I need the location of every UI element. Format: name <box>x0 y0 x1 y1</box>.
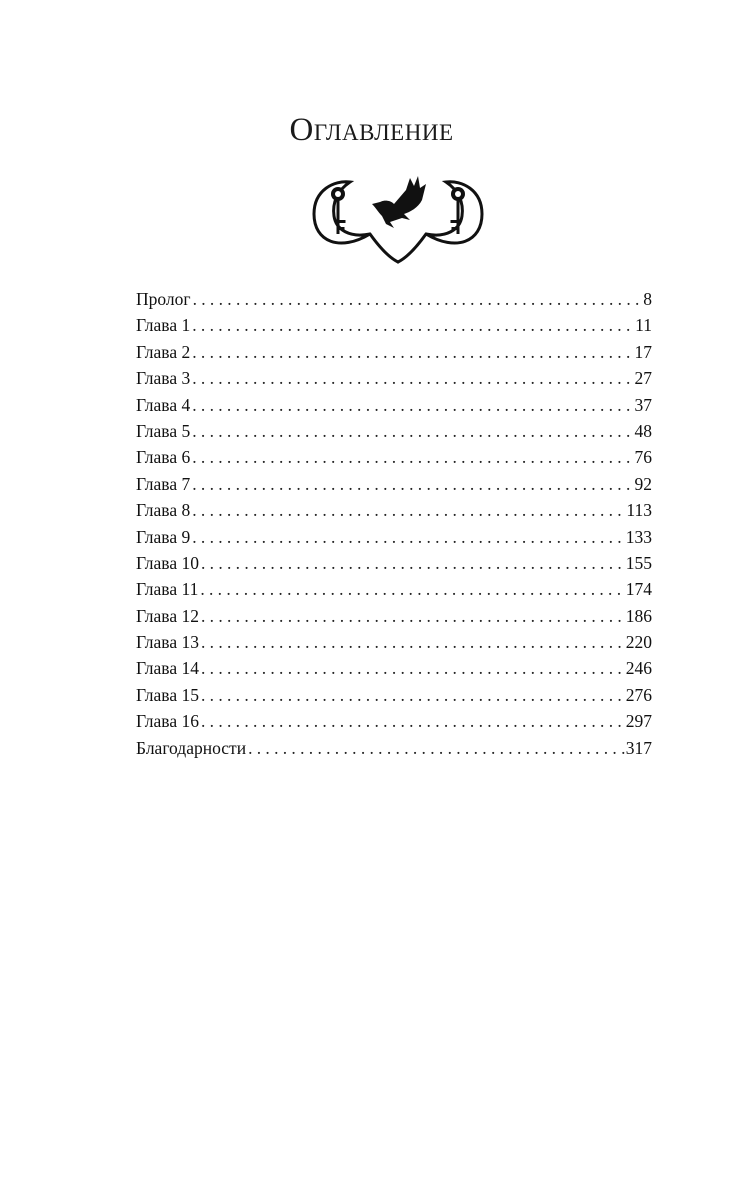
toc-entry <box>136 365 652 391</box>
toc-entry <box>136 497 652 523</box>
toc-entry-label: Глава 9 <box>136 526 191 547</box>
toc-entry-page-number: 133 <box>625 526 652 547</box>
dot-leader <box>201 550 625 576</box>
toc-entry-page-number: 11 <box>635 315 652 336</box>
toc-entry-page-number: 276 <box>625 684 652 705</box>
dot-leader <box>201 708 625 734</box>
toc-entry <box>136 603 652 629</box>
toc-entry-page-number: 155 <box>625 552 652 573</box>
toc-entry-page-number: 8 <box>643 289 652 309</box>
toc-entry <box>136 418 652 444</box>
dot-leader <box>193 286 643 312</box>
toc-entry-page-number: 246 <box>625 658 652 679</box>
dot-leader <box>200 576 624 602</box>
dot-leader <box>192 471 633 497</box>
toc-entry-label: Глава 8 <box>136 500 191 521</box>
toc-entry-label: Глава 7 <box>136 473 191 494</box>
toc-entry <box>136 286 652 312</box>
toc-entry <box>136 524 652 550</box>
dot-leader <box>192 524 625 550</box>
toc-entry <box>136 708 652 734</box>
toc-entry <box>136 392 652 418</box>
toc-entry-page-number: 48 <box>634 420 652 441</box>
toc-entry-page-number: 92 <box>634 473 652 494</box>
dot-leader <box>192 392 633 418</box>
toc-entry-label: Глава 3 <box>136 368 191 389</box>
toc-entry <box>136 682 652 708</box>
dot-leader <box>192 444 633 470</box>
dot-leader <box>192 365 633 391</box>
toc-entry-page-number: 27 <box>634 368 652 389</box>
dot-leader <box>201 655 625 681</box>
toc-entry-label: Глава 10 <box>136 552 199 573</box>
dot-leader <box>201 682 625 708</box>
page-title: Оглавление <box>289 112 454 148</box>
toc-entry <box>136 444 652 470</box>
dot-leader <box>192 418 633 444</box>
toc-entry-page-number: 297 <box>625 711 652 732</box>
table-of-contents <box>136 286 652 761</box>
toc-entry-page-number: 17 <box>634 341 652 362</box>
toc-entry <box>136 629 652 655</box>
dot-leader <box>192 339 633 365</box>
toc-entry-page-number: 186 <box>625 605 652 626</box>
toc-entry <box>136 339 652 365</box>
toc-entry-label: Глава 15 <box>136 684 199 705</box>
toc-entry-label: Глава 11 <box>136 579 199 600</box>
dot-leader <box>192 497 625 523</box>
toc-entry-label: Глава 14 <box>136 658 199 679</box>
toc-entry-page-number: 220 <box>625 632 652 653</box>
dot-leader <box>201 603 625 629</box>
toc-entry-page-number: 317 <box>625 737 652 758</box>
toc-entry-page-number: 76 <box>634 447 652 468</box>
dot-leader <box>201 629 625 655</box>
toc-entry <box>136 576 652 602</box>
toc-entry <box>136 655 652 681</box>
toc-entry-page-number: 174 <box>625 579 652 600</box>
toc-entry <box>136 312 652 338</box>
toc-entry <box>136 471 652 497</box>
toc-entry-page-number: 37 <box>634 394 652 415</box>
dot-leader <box>192 312 634 338</box>
toc-entry-label: Благодарности <box>136 737 247 758</box>
toc-entry-label: Глава 4 <box>136 394 191 415</box>
toc-entry-label: Глава 5 <box>136 420 191 441</box>
toc-entry-label: Глава 16 <box>136 711 199 732</box>
toc-entry-label: Глава 2 <box>136 341 191 362</box>
dot-leader <box>248 735 625 761</box>
toc-entry-label: Пролог <box>136 289 191 309</box>
toc-entry-label: Глава 12 <box>136 605 199 626</box>
toc-entry <box>136 550 652 576</box>
toc-entry-label: Глава 1 <box>136 315 191 336</box>
toc-entry-page-number: 113 <box>626 500 652 521</box>
toc-entry <box>136 735 652 761</box>
toc-entry-label: Глава 6 <box>136 447 191 468</box>
toc-entry-label: Глава 13 <box>136 632 199 653</box>
raven-with-keys-ornament-icon <box>310 172 486 264</box>
